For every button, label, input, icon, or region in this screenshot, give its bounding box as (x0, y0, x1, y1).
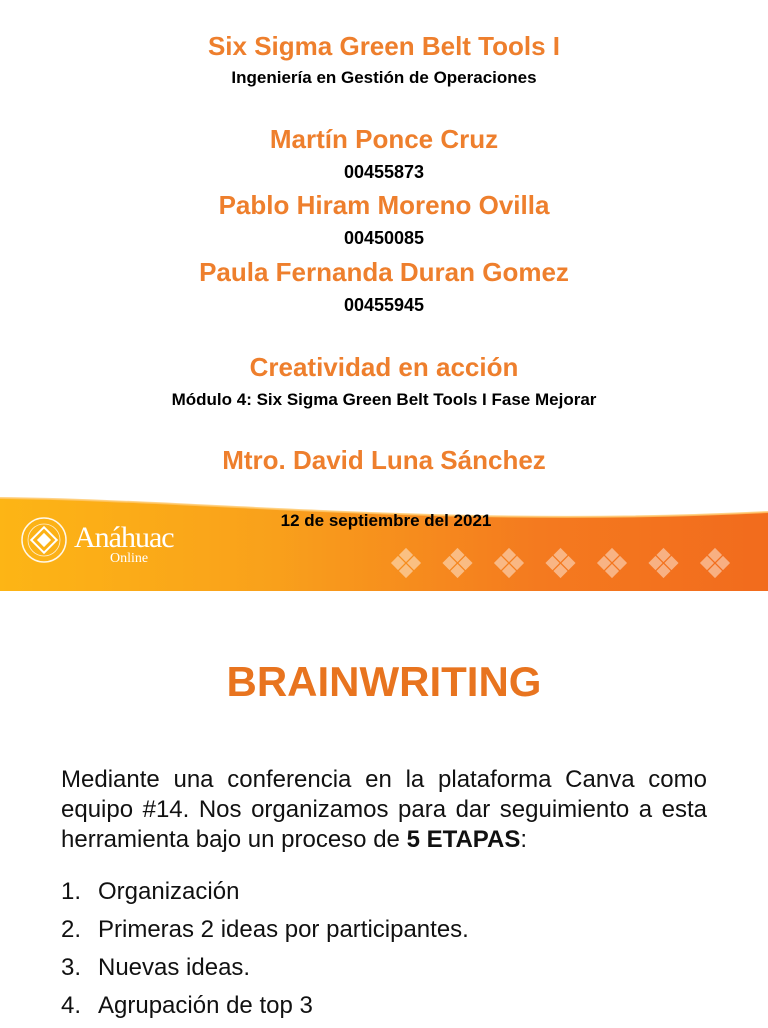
module-subtitle: Módulo 4: Six Sigma Green Belt Tools I Fase Mejorar (171, 390, 597, 409)
student-name: Martín Ponce Cruz (269, 124, 499, 154)
intro-paragraph: Mediante una conferencia en la plataforma Canva como equipo #14. Nos organizamos para dar seguimiento a esta herramienta bajo un proceso de 5 ETAPAS: (61, 766, 707, 853)
presentation-date: 12 de septiembre del 2021 (280, 511, 492, 530)
student-id: 00455945 (343, 295, 425, 315)
list-item: 2. Primeras 2 ideas por participantes. (61, 916, 469, 943)
slide-title: BRAINWRITING (226, 658, 542, 705)
svg-text:Anáhuac: Anáhuac (74, 521, 174, 554)
student-id: 00455873 (343, 162, 425, 182)
list-item: 1. Organización (61, 878, 240, 905)
course-title: Six Sigma Green Belt Tools I (207, 31, 561, 61)
stages-highlight: 5 ETAPAS (406, 826, 521, 853)
student-name: Pablo Hiram Moreno Ovilla (218, 190, 550, 220)
list-item: 3. Nuevas ideas. (61, 954, 251, 981)
steps-list (61, 876, 707, 1028)
teacher-name: Mtro. David Luna Sánchez (222, 445, 546, 475)
student-id: 00450085 (343, 228, 425, 248)
activity-title: Creatividad en acción (249, 352, 519, 382)
program-name: Ingeniería en Gestión de Operaciones (231, 68, 537, 87)
svg-text:Online: Online (110, 551, 149, 566)
anahuac-logo (18, 514, 198, 570)
student-name: Paula Fernanda Duran Gomez (199, 257, 569, 287)
list-item: 4. Agrupación de top 3 (61, 992, 313, 1019)
